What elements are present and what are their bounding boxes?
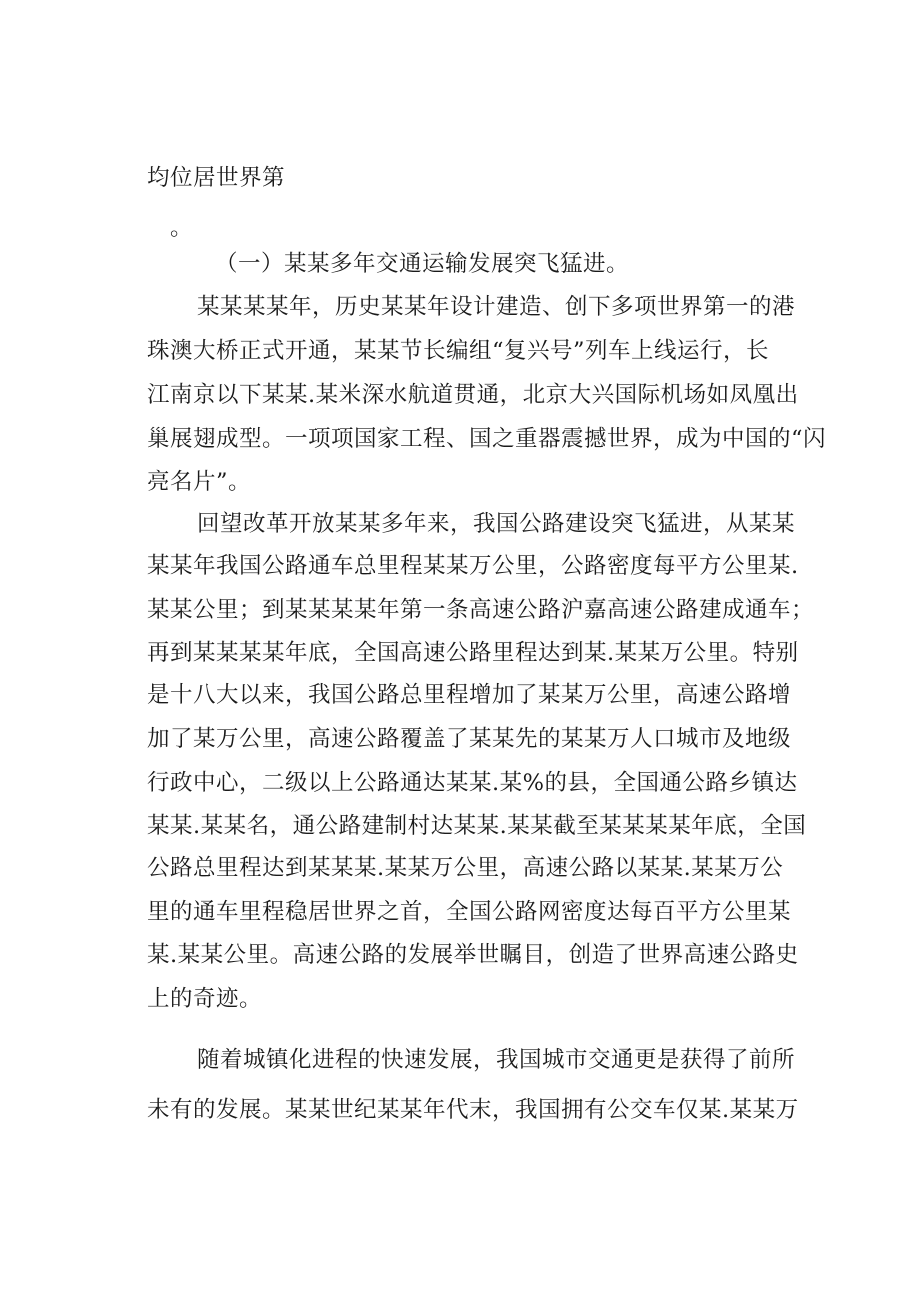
fragment-period: 。 xyxy=(170,215,194,241)
paragraph-line: 行政中心，二级以上公路通达某某.某%的县，全国通公路乡镇达 xyxy=(147,770,798,796)
fragment-line: 均位居世界第 xyxy=(147,165,286,191)
paragraph-line: 某某公里；到某某某某年第一条高速公路沪嘉高速公路建成通车； xyxy=(147,597,815,623)
paragraph-line: 回望改革开放某某多年来，我国公路建设突飞猛进，从某某 xyxy=(197,511,796,537)
section-heading: （一）某某多年交通运输发展突飞猛进。 xyxy=(215,251,630,277)
paragraph-line: 公路总里程达到某某某.某某万公里，高速公路以某某.某某万公 xyxy=(147,855,784,881)
paragraph-line: 再到某某某某年底，全国高速公路里程达到某.某某万公里。特别 xyxy=(147,640,799,666)
paragraph-line: 某某.某某名，通公路建制村达某某.某某截至某某某某年底，全国 xyxy=(147,813,807,839)
paragraph-line: 江南京以下某某.某米深水航道贯通，北京大兴国际机场如凤凰出 xyxy=(147,382,799,408)
paragraph-line: 珠澳大桥正式开通，某某节长编组“复兴号”列车上线运行，长 xyxy=(147,338,770,364)
paragraph-line: 亮名片”。 xyxy=(147,469,252,495)
paragraph-line: 某某某某年，历史某某年设计建造、创下多项世界第一的港 xyxy=(197,294,796,320)
paragraph-line: 上的奇迹。 xyxy=(147,986,263,1012)
paragraph-line: 随着城镇化进程的快速发展，我国城市交通更是获得了前所 xyxy=(197,1047,796,1073)
paragraph-line: 里的通车里程稳居世界之首，全国公路网密度达每百平方公里某 xyxy=(147,899,792,925)
paragraph-line: 某.某某公里。高速公路的发展举世瞩目，创造了世界高速公路史 xyxy=(147,942,799,968)
paragraph-line: 加了某万公里，高速公路覆盖了某某先的某某万人口城市及地级 xyxy=(147,726,792,752)
paragraph-line: 某某年我国公路通车总里程某某万公里，公路密度每平方公里某. xyxy=(147,553,799,579)
paragraph-line: 是十八大以来，我国公路总里程增加了某某万公里，高速公路增 xyxy=(147,682,792,708)
paragraph-line: 未有的发展。某某世纪某某年代末，我国拥有公交车仅某.某某万 xyxy=(147,1097,799,1123)
paragraph-line: 巢展翅成型。一项项国家工程、国之重器震撼世界，成为中国的“闪 xyxy=(147,426,827,452)
